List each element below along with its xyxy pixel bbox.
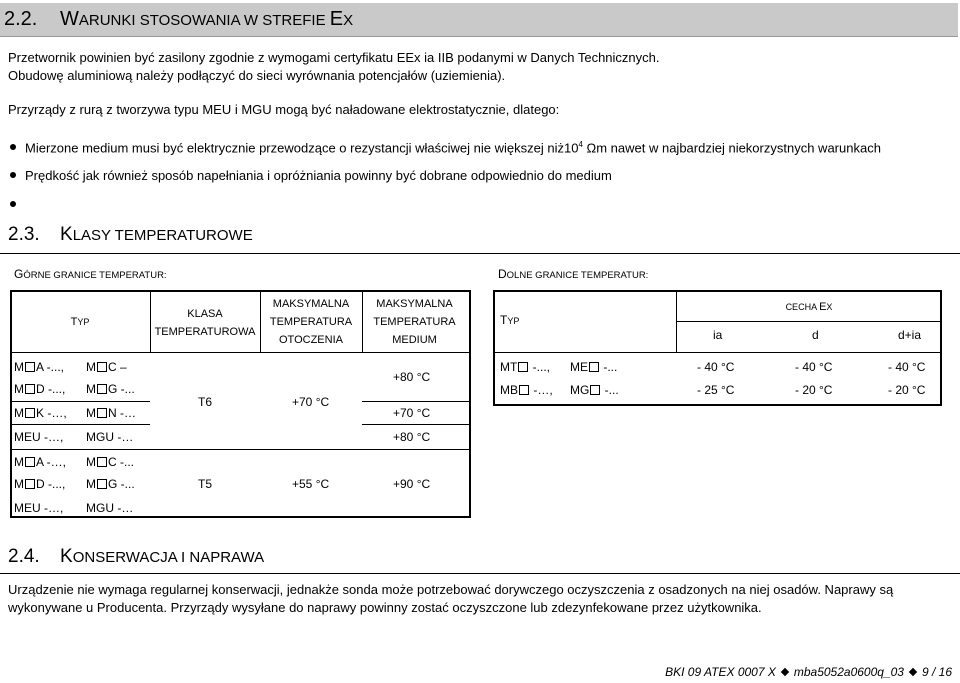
- table-row-divider: [10, 401, 150, 402]
- upper-limits-label: GÓRNE GRANICE TEMPERATUR:: [14, 267, 167, 281]
- bullet-item-speed: Prędkość jak również sposób napełniania i opróżniania powinny być dobrane odpowiednio do medium: [10, 168, 612, 184]
- square-icon: [25, 362, 35, 372]
- section-number: 2.2.: [4, 8, 38, 30]
- table-row-divider: [362, 424, 469, 425]
- square-icon: [25, 457, 35, 467]
- square-icon: [97, 479, 107, 489]
- type-cell: M A -…,: [14, 455, 67, 469]
- type-cell: MB -…,: [500, 383, 553, 397]
- section-rule: [0, 253, 960, 254]
- intro-line-3: Przyrządy z rurą z tworzywa typu MEU i MGU mogą być naładowane elektrostatycznie, dlatego:: [8, 102, 560, 117]
- temp-cell: - 20 °C: [795, 383, 833, 397]
- type-cell: M D -...,: [14, 477, 66, 491]
- bullet-icon: [10, 172, 16, 178]
- max-medium-cell: +80 °C: [393, 370, 431, 384]
- type-cell: MG -...: [570, 383, 619, 397]
- type-cell: M G -...: [86, 382, 135, 396]
- table-group-divider: [10, 449, 471, 450]
- section-title: WARUNKI STOSOWANIA W STREFIE EX: [60, 8, 354, 30]
- type-cell: M D -...,: [14, 382, 66, 396]
- max-ambient-cell: +55 °C: [292, 477, 330, 491]
- temp-cell: - 40 °C: [795, 360, 833, 374]
- column-header-typ: TYP: [70, 316, 90, 328]
- type-cell: ME -...: [570, 360, 618, 374]
- table-header-divider: [676, 321, 942, 322]
- square-icon: [518, 362, 528, 372]
- square-icon: [97, 408, 107, 418]
- max-medium-cell: +70 °C: [393, 406, 431, 420]
- square-icon: [590, 385, 600, 395]
- bullet-item-empty: [10, 197, 25, 213]
- square-icon: [25, 384, 35, 394]
- max-ambient-cell: +70 °C: [292, 395, 330, 409]
- type-cell: MGU -…: [86, 501, 134, 515]
- column-header-d: d: [812, 328, 819, 342]
- type-cell: MEU -…,: [14, 501, 64, 515]
- diamond-icon: [781, 668, 789, 676]
- type-cell: MGU -…: [86, 430, 134, 444]
- bullet-icon: [10, 144, 16, 150]
- square-icon: [519, 385, 529, 395]
- section-number: 2.3.: [8, 224, 40, 245]
- type-cell: M A -...,: [14, 360, 65, 374]
- temperature-class-cell: T6: [198, 395, 213, 409]
- temp-cell: - 40 °C: [697, 360, 735, 374]
- type-cell: M G -...: [86, 477, 135, 491]
- lower-limits-label: DOLNE GRANICE TEMPERATUR:: [498, 267, 649, 281]
- square-icon: [589, 362, 599, 372]
- maintenance-line-2: wykonywane u Producenta. Przyrządy wysyłane do naprawy powinny zostać oczyszczone lub zdezynfekowane przez użytkownika.: [8, 600, 762, 615]
- square-icon: [97, 457, 107, 467]
- column-header-max-medium: MAKSYMALNA TEMPERATURA MEDIUM: [373, 298, 456, 346]
- table-row-divider: [362, 401, 469, 402]
- column-header-max-ambient: MAKSYMALNA TEMPERATURA OTOCZENIA: [269, 298, 353, 346]
- type-cell: M C -...: [86, 455, 134, 469]
- column-header-ia: ia: [713, 328, 723, 342]
- type-cell: MEU -…,: [14, 430, 64, 444]
- square-icon: [97, 362, 107, 372]
- table-header-divider: [493, 352, 942, 353]
- table-row-divider: [10, 424, 150, 425]
- max-medium-cell: +80 °C: [393, 430, 431, 444]
- type-cell: M K -…,: [14, 406, 67, 420]
- intro-line-2: Obudowę aluminiową należy podłączyć do sieci wyrównania potencjałów (uziemienia).: [8, 68, 506, 83]
- diamond-icon: [909, 668, 917, 676]
- maintenance-line-1: Urządzenie nie wymaga regularnej konserwacji, jednakże sonda może potrzebować dorywczego oczyszczenia z osadzonych na niej osadów. Naprawy są: [8, 582, 894, 597]
- table-header-divider: [10, 352, 471, 353]
- bullet-item-conductivity: Mierzone medium musi być elektrycznie przewodzące o rezystancji właściwej nie większej $niż10^4$ Ωm nawet w najbardziej niekorzystnych warunkach: [10, 137, 881, 156]
- column-header-ex-mark: CECHA EX: [785, 301, 833, 313]
- column-header-typ: TYP: [500, 313, 520, 327]
- square-icon: [25, 479, 35, 489]
- temperature-class-cell: T5: [198, 477, 213, 491]
- temp-cell: - 40 °C: [888, 360, 926, 374]
- section-title: KONSERWACJA I NAPRAWA: [60, 546, 265, 567]
- column-header-class: KLASA TEMPERATUROWA: [154, 308, 256, 338]
- type-cell: MT -...,: [500, 360, 550, 374]
- temp-cell: - 20 °C: [888, 383, 926, 397]
- type-cell: M C –: [86, 360, 127, 374]
- intro-line-1: Przetwornik powinien być zasilony zgodnie z wymogami certyfikatu EEx ia IIB podanymi w Danych Technicznych.: [8, 50, 660, 65]
- temp-cell: - 25 °C: [697, 383, 735, 397]
- section-number: 2.4.: [8, 546, 40, 567]
- bullet-icon: [10, 201, 16, 207]
- square-icon: [97, 384, 107, 394]
- section-title: KLASY TEMPERATUROWE: [60, 224, 253, 245]
- square-icon: [25, 408, 35, 418]
- column-header-d-ia: d+ia: [898, 328, 922, 342]
- max-medium-cell: +90 °C: [393, 477, 431, 491]
- page-footer: BKI 09 ATEX 0007 X mba5052a0600q_03 9 / 16: [665, 665, 952, 679]
- type-cell: M N -…: [86, 406, 136, 420]
- section-rule: [0, 573, 960, 574]
